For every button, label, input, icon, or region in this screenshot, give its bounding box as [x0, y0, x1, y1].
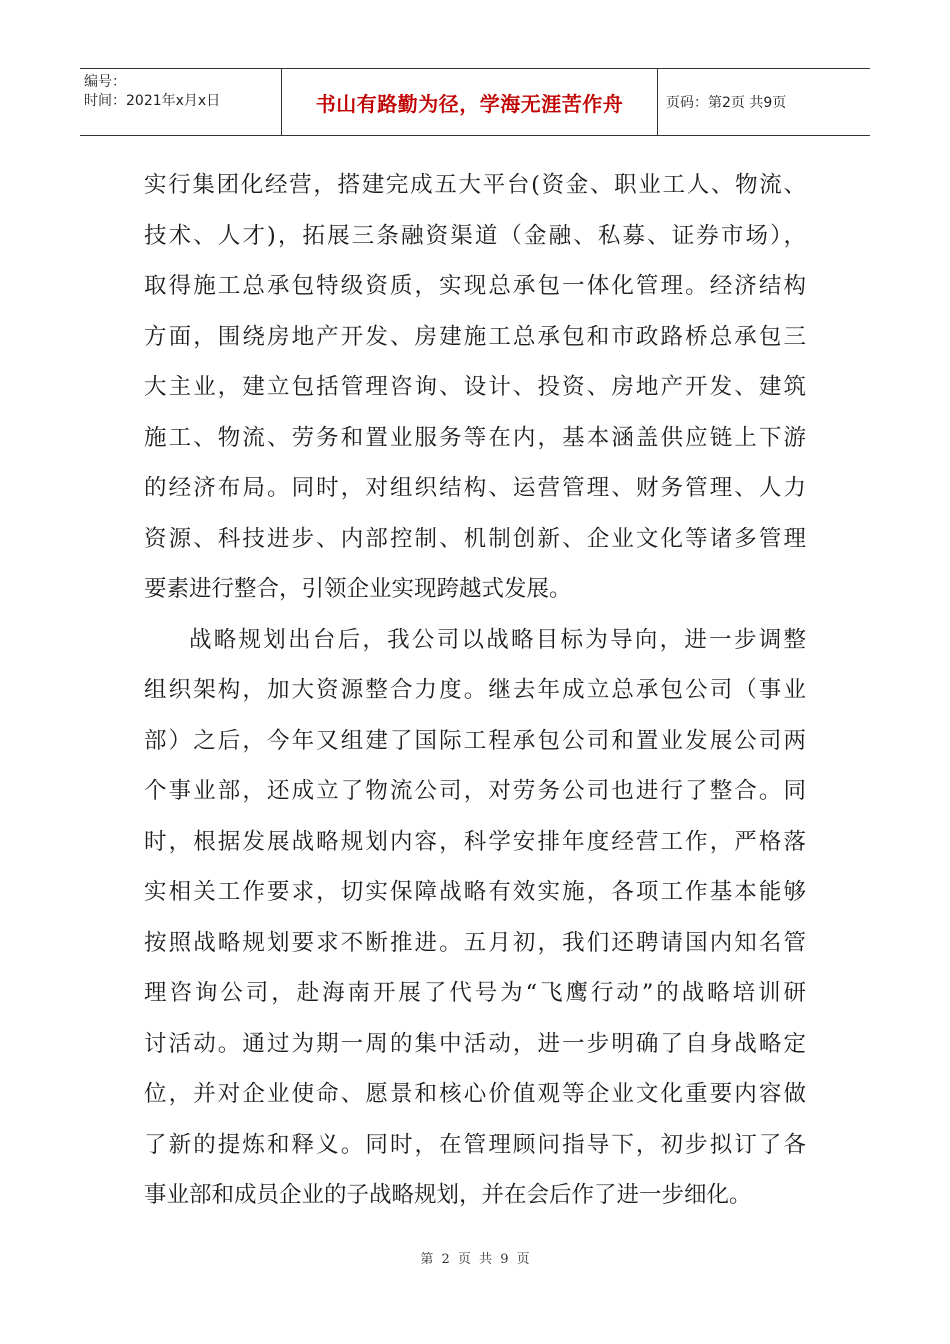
body-line: 理咨询公司，赴海南开展了代号为“飞鹰行动”的战略培训研	[144, 980, 806, 1006]
body-line: 部）之后，今年又组建了国际工程承包公司和置业发展公司两	[144, 727, 806, 754]
body-line: 的经济布局。同时，对组织结构、运营管理、财务管理、人力	[144, 475, 806, 501]
page-header	[80, 68, 870, 136]
header-page-info: 页码：第2页 共9页	[666, 95, 787, 111]
body-line: 组织架构，加大资源整合力度。继去年成立总承包公司（事业	[144, 677, 806, 703]
body-line: 要素进行整合，引领企业实现跨越式发展。	[144, 576, 572, 602]
body-line: 实相关工作要求，切实保障战略有效实施，各项工作基本能够	[144, 879, 806, 905]
page-footer: 第 2 页 共 9 页	[420, 1252, 530, 1267]
body-line: 技术、人才)，拓展三条融资渠道（金融、私募、证券市场），	[144, 222, 806, 249]
body-line: 战略规划出台后，我公司以战略目标为导向，进一步调整	[189, 626, 806, 653]
document-number-label: 编号：	[84, 74, 126, 90]
body-line: 位，并对企业使命、愿景和核心价值观等企业文化重要内容做	[144, 1081, 806, 1107]
body-line: 讨活动。通过为期一周的集中活动，进一步明确了自身战略定	[144, 1030, 806, 1057]
body-line: 按照战略规划要求不断推进。五月初，我们还聘请国内知名管	[144, 929, 806, 956]
body-line: 资源、科技进步、内部控制、机制创新、企业文化等诸多管理	[144, 525, 806, 552]
header-meta	[80, 69, 282, 135]
header-motto: 书山有路勤为径，学海无涯苦作舟	[282, 69, 658, 135]
document-time-label: 时间：2021年x月x日	[84, 93, 221, 109]
body-line: 个事业部，还成立了物流公司，对劳务公司也进行了整合。同	[144, 778, 806, 804]
body-line: 大主业，建立包括管理咨询、设计、投资、房地产开发、建筑	[144, 374, 806, 400]
body-line: 时，根据发展战略规划内容，科学安排年度经营工作，严格落	[144, 828, 806, 855]
body-line: 施工、物流、劳务和置业服务等在内，基本涵盖供应链上下游	[144, 424, 806, 451]
body-line: 取得施工总承包特级资质，实现总承包一体化管理。经济结构	[144, 273, 806, 299]
body-line: 了新的提炼和释义。同时，在管理顾问指导下，初步拟订了各	[144, 1131, 806, 1158]
body-line: 实行集团化经营，搭建完成五大平台(资金、职业工人、物流、	[144, 172, 806, 198]
body-line: 方面，围绕房地产开发、房建施工总承包和市政路桥总承包三	[144, 323, 806, 350]
body-line: 事业部和成员企业的子战略规划，并在会后作了进一步细化。	[144, 1182, 752, 1208]
document-body	[144, 160, 806, 1221]
